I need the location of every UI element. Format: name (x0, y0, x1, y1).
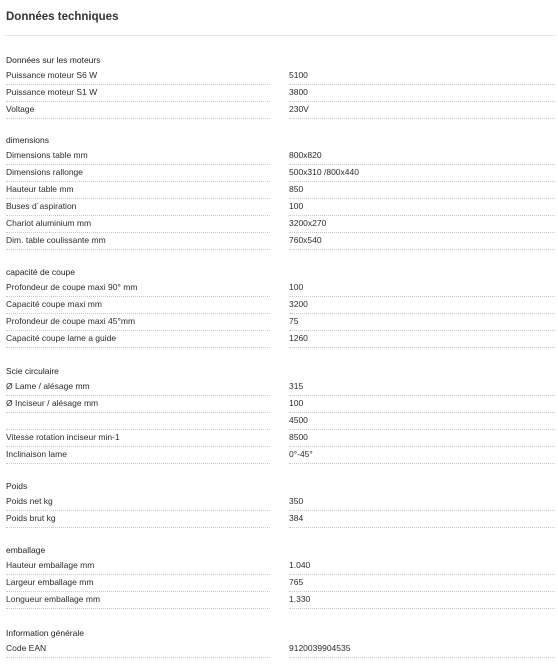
spec-value: 3200x270 (289, 216, 555, 233)
spec-label: Largeur emballage mm (6, 575, 270, 592)
spec-label: Profondeur de coupe maxi 90° mm (6, 280, 270, 297)
spec-value: 4500 (289, 413, 555, 430)
spec-value: 500x310 /800x440 (289, 165, 555, 182)
spec-value: 3800 (289, 85, 555, 102)
page-title: Données techniques (6, 11, 119, 23)
spec-value: 100 (289, 199, 555, 216)
spec-label: Code EAN (6, 641, 270, 658)
spec-label: Hauteur table mm (6, 182, 270, 199)
spec-value: 765 (289, 575, 555, 592)
spec-row (0, 511, 558, 528)
spec-row (0, 447, 558, 464)
spec-row (0, 280, 558, 297)
spec-value: 1.330 (289, 592, 555, 609)
section-heading: dimensions (6, 135, 49, 145)
section-heading: emballage (6, 545, 46, 555)
spec-row (0, 331, 558, 348)
spec-row (0, 575, 558, 592)
spec-value: 800x820 (289, 148, 555, 165)
spec-label: Puissance moteur S1 W (6, 85, 270, 102)
spec-row (0, 379, 558, 396)
spec-value: 384 (289, 511, 555, 528)
spec-value: 100 (289, 396, 555, 413)
spec-value: 1260 (289, 331, 555, 348)
spec-row (0, 413, 558, 430)
spec-value: 315 (289, 379, 555, 396)
spec-row (0, 233, 558, 250)
spec-row (0, 148, 558, 165)
spec-row (0, 592, 558, 609)
spec-row (0, 182, 558, 199)
spec-label: Dim. table coulissante mm (6, 233, 270, 250)
spec-label: Poids brut kg (6, 511, 270, 528)
spec-value: 0°-45° (289, 447, 555, 464)
spec-label: Poids net kg (6, 494, 270, 511)
spec-value: 850 (289, 182, 555, 199)
spec-value: 8500 (289, 430, 555, 447)
spec-label: Dimensions table mm (6, 148, 270, 165)
spec-label (6, 413, 270, 430)
section-heading: Poids (6, 481, 28, 491)
spec-value: 9120039904535 (289, 641, 555, 658)
spec-label: Puissance moteur S6 W (6, 68, 270, 85)
spec-value: 350 (289, 494, 555, 511)
spec-row (0, 216, 558, 233)
spec-row (0, 396, 558, 413)
spec-label: Inclinaison lame (6, 447, 270, 464)
spec-row (0, 558, 558, 575)
spec-row (0, 85, 558, 102)
spec-label: Profondeur de coupe maxi 45°mm (6, 314, 270, 331)
section-heading: Information générale (6, 628, 84, 638)
spec-row (0, 68, 558, 85)
spec-label: Voltage (6, 102, 270, 119)
spec-row (0, 199, 558, 216)
spec-value: 1.040 (289, 558, 555, 575)
spec-label: Dimensions rallonge (6, 165, 270, 182)
spec-value: 230V (289, 102, 555, 119)
spec-value: 100 (289, 280, 555, 297)
section-heading: Scie circulaire (6, 366, 59, 376)
spec-label: Chariot aluminium mm (6, 216, 270, 233)
spec-row (0, 494, 558, 511)
spec-value: 3200 (289, 297, 555, 314)
spec-row (0, 314, 558, 331)
section-heading: capacité de coupe (6, 267, 75, 277)
spec-label: Vitesse rotation inciseur min-1 (6, 430, 270, 447)
spec-row (0, 430, 558, 447)
spec-label: Buses d´aspiration (6, 199, 270, 216)
spec-value: 760x540 (289, 233, 555, 250)
spec-label: Longueur emballage mm (6, 592, 270, 609)
spec-row (0, 165, 558, 182)
spec-value: 75 (289, 314, 555, 331)
spec-row (0, 641, 558, 658)
spec-row (0, 102, 558, 119)
spec-label: Ø Inciseur / alésage mm (6, 396, 270, 413)
spec-label: Hauteur emballage mm (6, 558, 270, 575)
spec-label: Capacité coupe lame a guide (6, 331, 270, 348)
spec-row (0, 297, 558, 314)
spec-value: 5100 (289, 68, 555, 85)
spec-label: Ø Lame / alésage mm (6, 379, 270, 396)
spec-label: Capacité coupe maxi mm (6, 297, 270, 314)
section-heading: Données sur les moteurs (6, 55, 101, 65)
